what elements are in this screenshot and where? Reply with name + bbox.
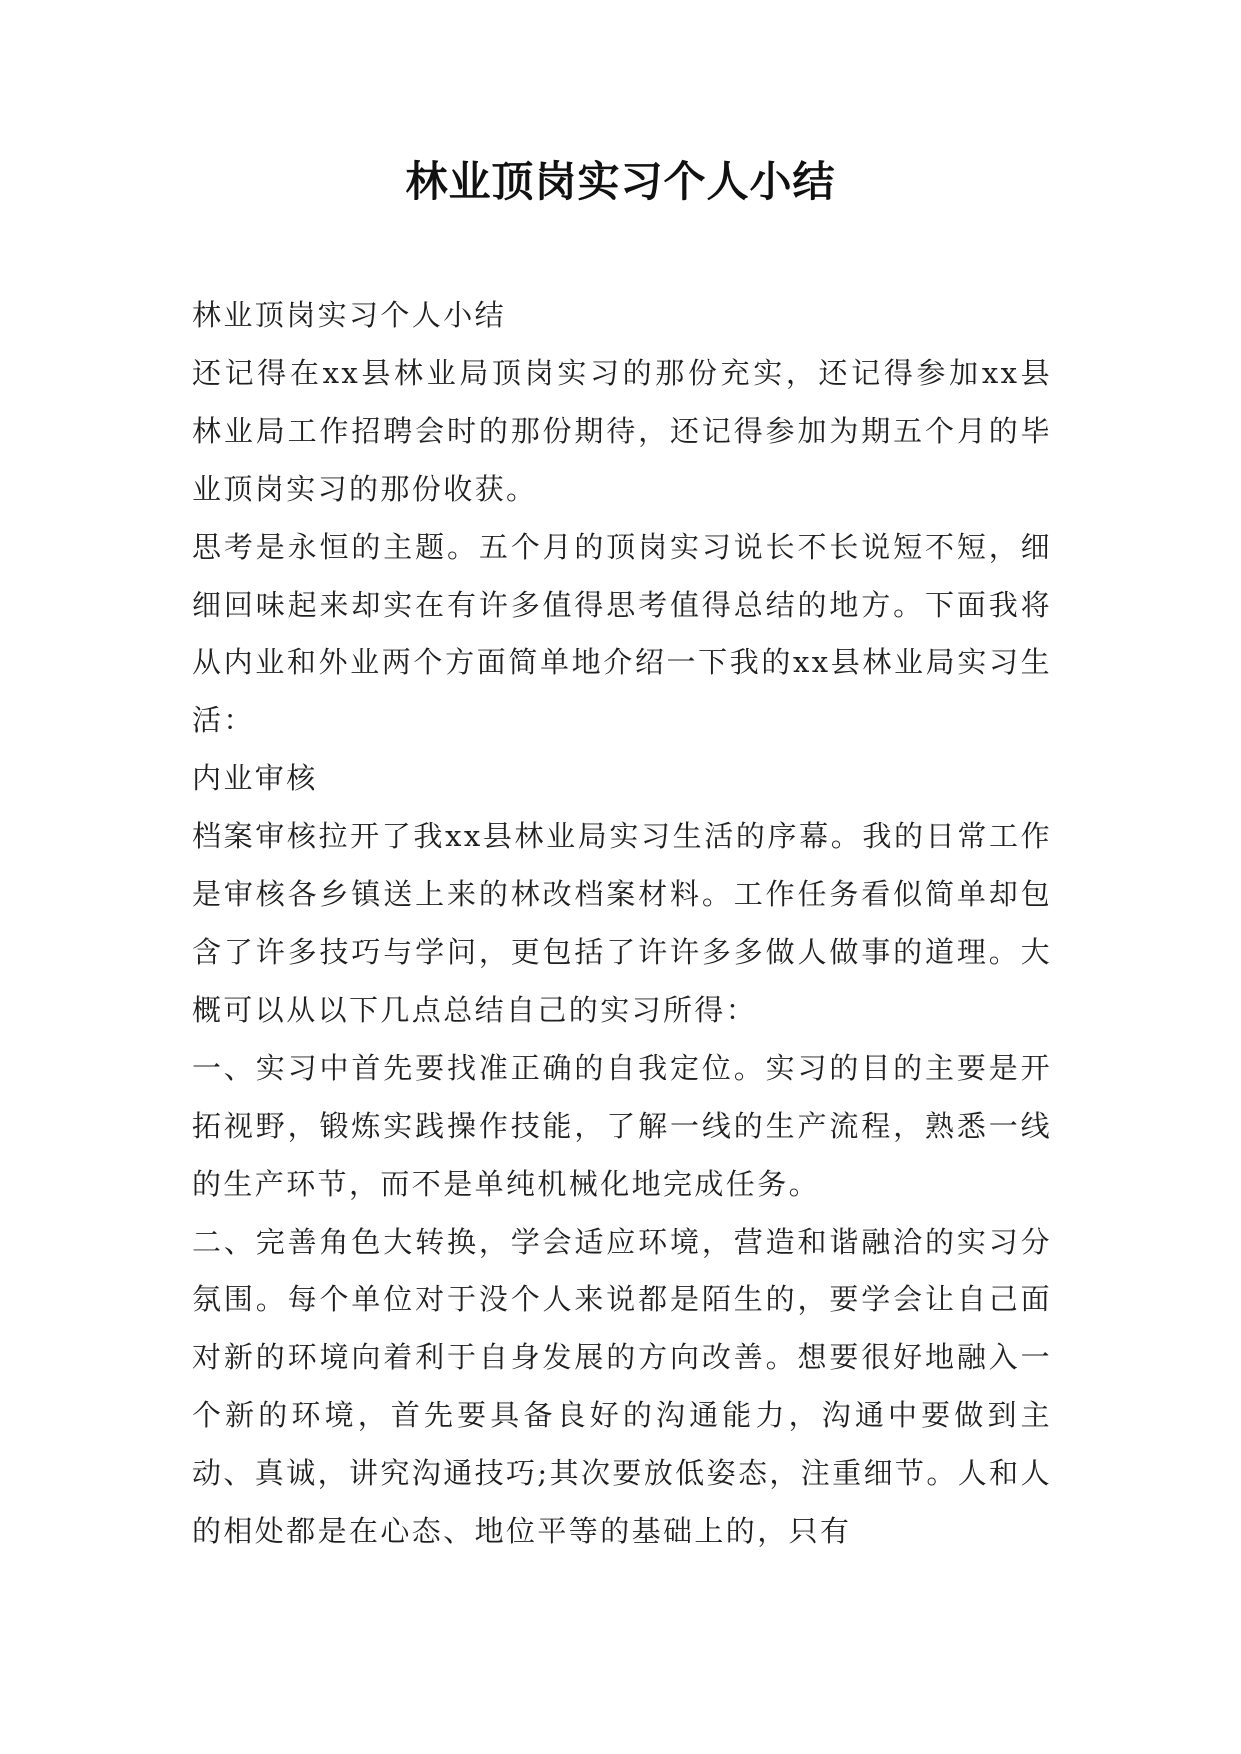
reflection-paragraph: 思考是永恒的主题。五个月的顶岗实习说长不长说短不短，细细回味起来却实在有许多值得思考值得总结的地方。下面我将从内业和外业两个方面简单地介绍一下我的xx县林业局实习生活： [192, 529, 1052, 738]
document-body [192, 287, 1052, 1561]
intro-paragraph: 还记得在xx县林业局顶岗实习的那份充实，还记得参加xx县林业局工作招聘会时的那份期待，还记得参加为期五个月的毕业顶岗实习的那份收获。 [192, 355, 1052, 506]
point-one-paragraph: 一、实习中首先要找准正确的自我定位。实习的目的主要是开拓视野，锻炼实践操作技能，了解一线的生产流程，熟悉一线的生产环节，而不是单纯机械化地完成任务。 [192, 1050, 1052, 1201]
section-heading-internal-review: 内业审核 [192, 761, 318, 796]
point-two-paragraph: 二、完善角色大转换，学会适应环境，营造和谐融洽的实习分氛围。每个单位对于没个人来说都是陌生的，要学会让自己面对新的环境向着利于自身发展的方向改善。想要很好地融入一个新的环境，首先要具备良好的沟通能力，沟通中要做到主动、真诚，讲究沟通技巧;其次要放低姿态，注重细节。人和人的相处都是在心态、地位平等的基础上的，只有 [192, 1224, 1052, 1549]
archive-review-paragraph: 档案审核拉开了我xx县林业局实习生活的序幕。我的日常工作是审核各乡镇送上来的林改档案材料。工作任务看似简单却包含了许多技巧与学问，更包括了许许多多做人做事的道理。大概可以从以下几点总结自己的实习所得： [192, 819, 1052, 1027]
subtitle-paragraph: 林业顶岗实习个人小结 [192, 298, 507, 332]
document-title: 林业顶岗实习个人小结 [405, 157, 836, 206]
